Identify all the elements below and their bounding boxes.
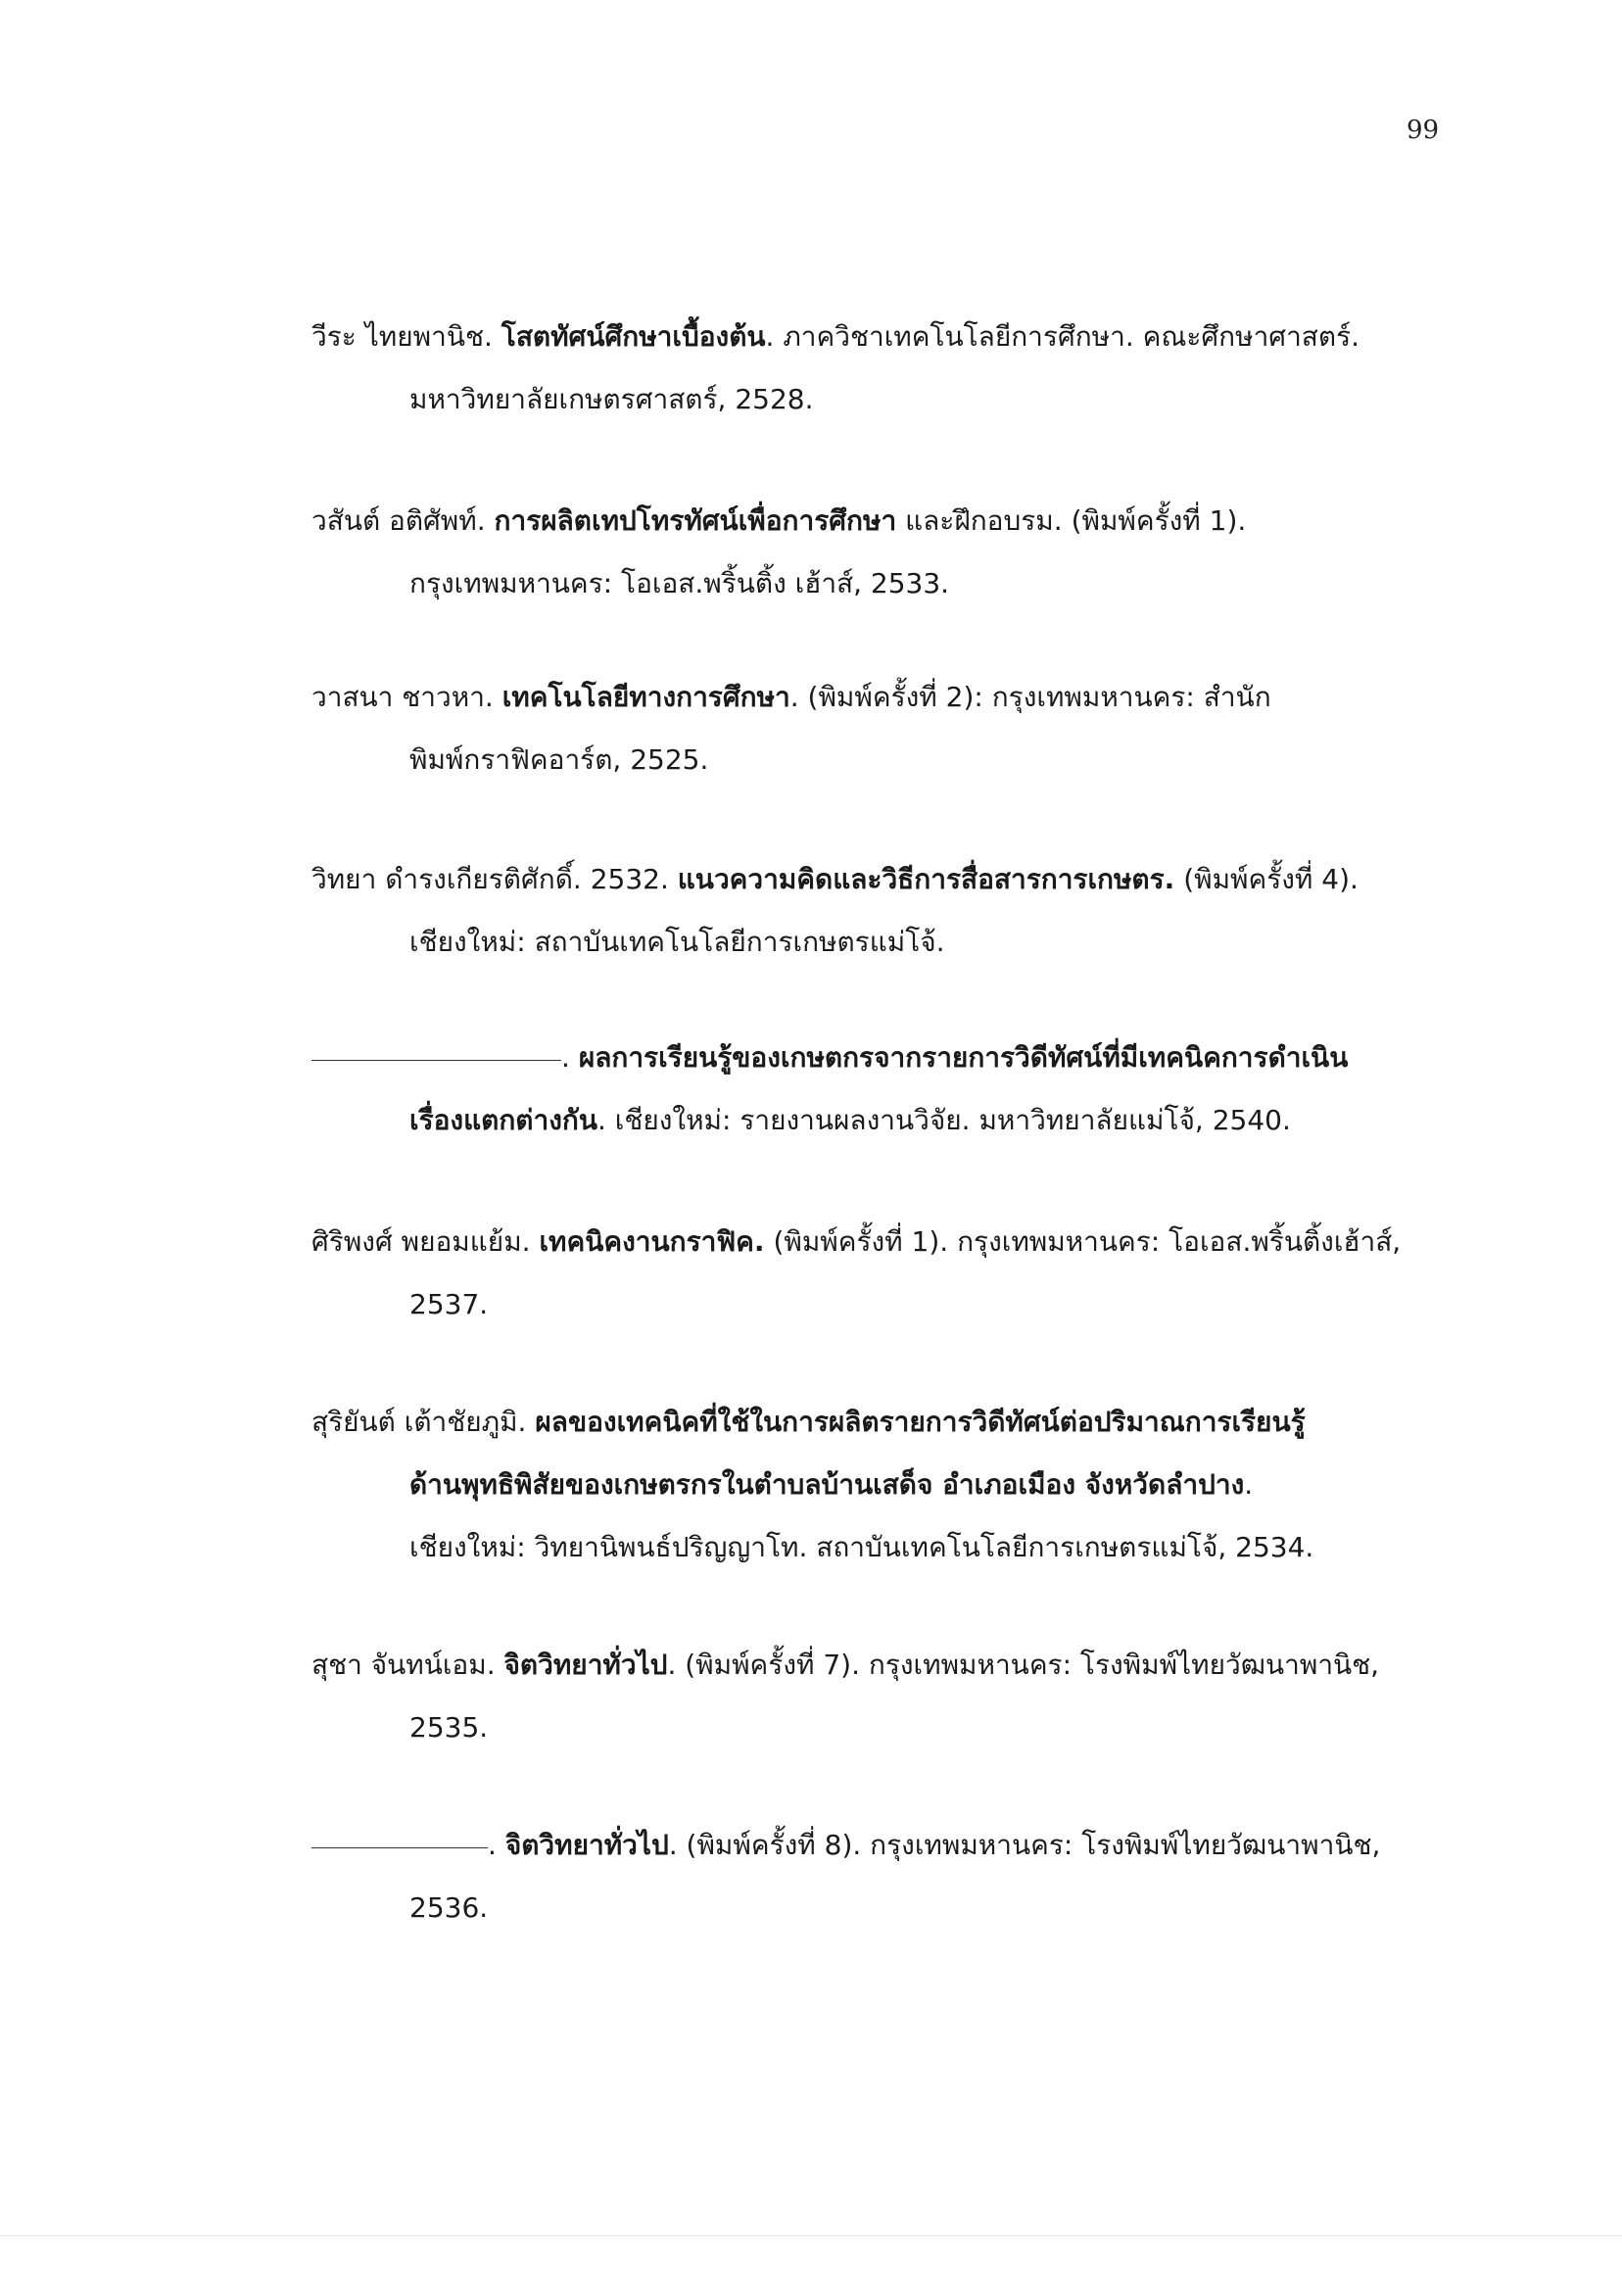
reference-entry	[311, 1027, 1448, 1152]
reference-entry	[311, 306, 1448, 431]
ditto-rule	[311, 1060, 561, 1061]
reference-line: กรุงเทพมหานคร: โอเอส.พริ้นติ้ง เฮ้าส์, 2533.	[409, 567, 950, 599]
reference-line: เชียงใหม่: วิทยานิพนธ์ปริญญาโท. สถาบันเทคโนโลยีการเกษตรแม่โจ้, 2534.	[409, 1531, 1314, 1563]
reference-line: . ผลการเรียนรู้ของเกษตกรจากรายการวิดีทัศน์ที่มีเทคนิคการดำเนิน	[311, 1027, 1448, 1089]
reference-line	[311, 666, 1448, 729]
reference-details: (พิมพ์ครั้งที่ 4).	[1174, 863, 1359, 895]
page-number: 99	[1407, 116, 1440, 145]
reference-line: พิมพ์กราฟิคอาร์ต, 2525.	[409, 743, 709, 776]
reference-author: ศิริพงศ์ พยอมแย้ม.	[311, 1225, 540, 1258]
reference-title: แนวความคิดและวิธีการสื่อสารการเกษตร.	[677, 863, 1175, 895]
reference-author: วิทยา ดำรงเกียรติศักดิ์. 2532.	[311, 863, 678, 895]
reference-title: เรื่องแตกต่างกัน	[409, 1104, 597, 1136]
reference-line: 2535.	[409, 1711, 489, 1744]
reference-details: . (พิมพ์ครั้งที่ 7). กรุงเทพมหานคร: โรงพิมพ์ไทยวัฒนาพานิช,	[667, 1649, 1380, 1681]
reference-details: . (พิมพ์ครั้งที่ 2): กรุงเทพมหานคร: สำนัก	[789, 681, 1271, 713]
reference-line: . จิตวิทยาทั่วไป. (พิมพ์ครั้งที่ 8). กรุงเทพมหานคร: โรงพิมพ์ไทยวัฒนาพานิช,	[311, 1814, 1448, 1877]
reference-title: ผลของเทคนิคที่ใช้ในการผลิตรายการวิดีทัศน์ต่อปริมาณการเรียนรู้	[535, 1406, 1306, 1438]
reference-details: . ภาควิชาเทคโนโลยีการศึกษา. คณะศึกษาศาสตร์.	[765, 320, 1360, 353]
reference-details: . เชียงใหม่: รายงานผลงานวิจัย. มหาวิทยาลัยแม่โจ้, 2540.	[596, 1104, 1291, 1136]
reference-author: วีระ ไทยพานิช.	[311, 320, 501, 353]
reference-details: และฝึกอบรม. (พิมพ์ครั้งที่ 1).	[896, 504, 1247, 537]
reference-line	[311, 1089, 1448, 1152]
reference-title: ผลการเรียนรู้ของเกษตกรจากรายการวิดีทัศน์ที่มีเทคนิคการดำเนิน	[578, 1041, 1349, 1074]
reference-title: จิตวิทยาทั่วไป	[503, 1649, 668, 1681]
reference-author: สุริยันต์ เต้าชัยภูมิ.	[311, 1406, 536, 1438]
reference-line: 2537.	[409, 1288, 489, 1320]
reference-line	[311, 1634, 1448, 1697]
reference-entry	[311, 1391, 1448, 1579]
reference-entry	[311, 666, 1448, 791]
reference-line: 2536.	[409, 1891, 489, 1924]
reference-line	[311, 306, 1448, 368]
reference-entry	[311, 1211, 1448, 1336]
reference-entry	[311, 848, 1448, 974]
reference-title: ด้านพุทธิพิสัยของเกษตรกรในตำบลบ้านเสด็จ อำเภอเมือง จังหวัดลำปาง	[409, 1468, 1245, 1501]
reference-title: การผลิตเทปโทรทัศน์เพื่อการศึกษา	[494, 504, 897, 537]
reference-line: เชียงใหม่: สถาบันเทคโนโลยีการเกษตรแม่โจ้.	[409, 926, 945, 958]
ditto-rule	[311, 1847, 488, 1848]
reference-line: มหาวิทยาลัยเกษตรศาสตร์, 2528.	[409, 383, 814, 415]
reference-line	[311, 848, 1448, 911]
reference-title: โสตทัศน์ศึกษาเบื้องต้น	[501, 320, 766, 353]
reference-entry	[311, 490, 1448, 615]
reference-author: วสันต์ อติศัพท์.	[311, 504, 495, 537]
reference-details: .	[1244, 1468, 1254, 1501]
reference-title: เทคนิคงานกราฟิค.	[539, 1225, 765, 1258]
reference-line	[311, 1391, 1448, 1454]
reference-author: สุชา จันทน์เอม.	[311, 1649, 504, 1681]
reference-line	[311, 490, 1448, 552]
reference-entry	[311, 1634, 1448, 1759]
reference-line	[311, 1454, 1448, 1516]
reference-title: เทคโนโลยีทางการศึกษา	[501, 681, 790, 713]
page-bottom-edge	[0, 2235, 1622, 2236]
reference-author: วาสนา ชาวหา.	[311, 681, 502, 713]
reference-details: (พิมพ์ครั้งที่ 1). กรุงเทพมหานคร: โอเอส.พริ้นติ้งเฮ้าส์,	[764, 1225, 1402, 1258]
reference-title: จิตวิทยาทั่วไป	[504, 1829, 669, 1861]
reference-entry	[311, 1814, 1448, 1939]
reference-line	[311, 1211, 1448, 1273]
reference-details: . (พิมพ์ครั้งที่ 8). กรุงเทพมหานคร: โรงพิมพ์ไทยวัฒนาพานิช,	[668, 1829, 1381, 1861]
